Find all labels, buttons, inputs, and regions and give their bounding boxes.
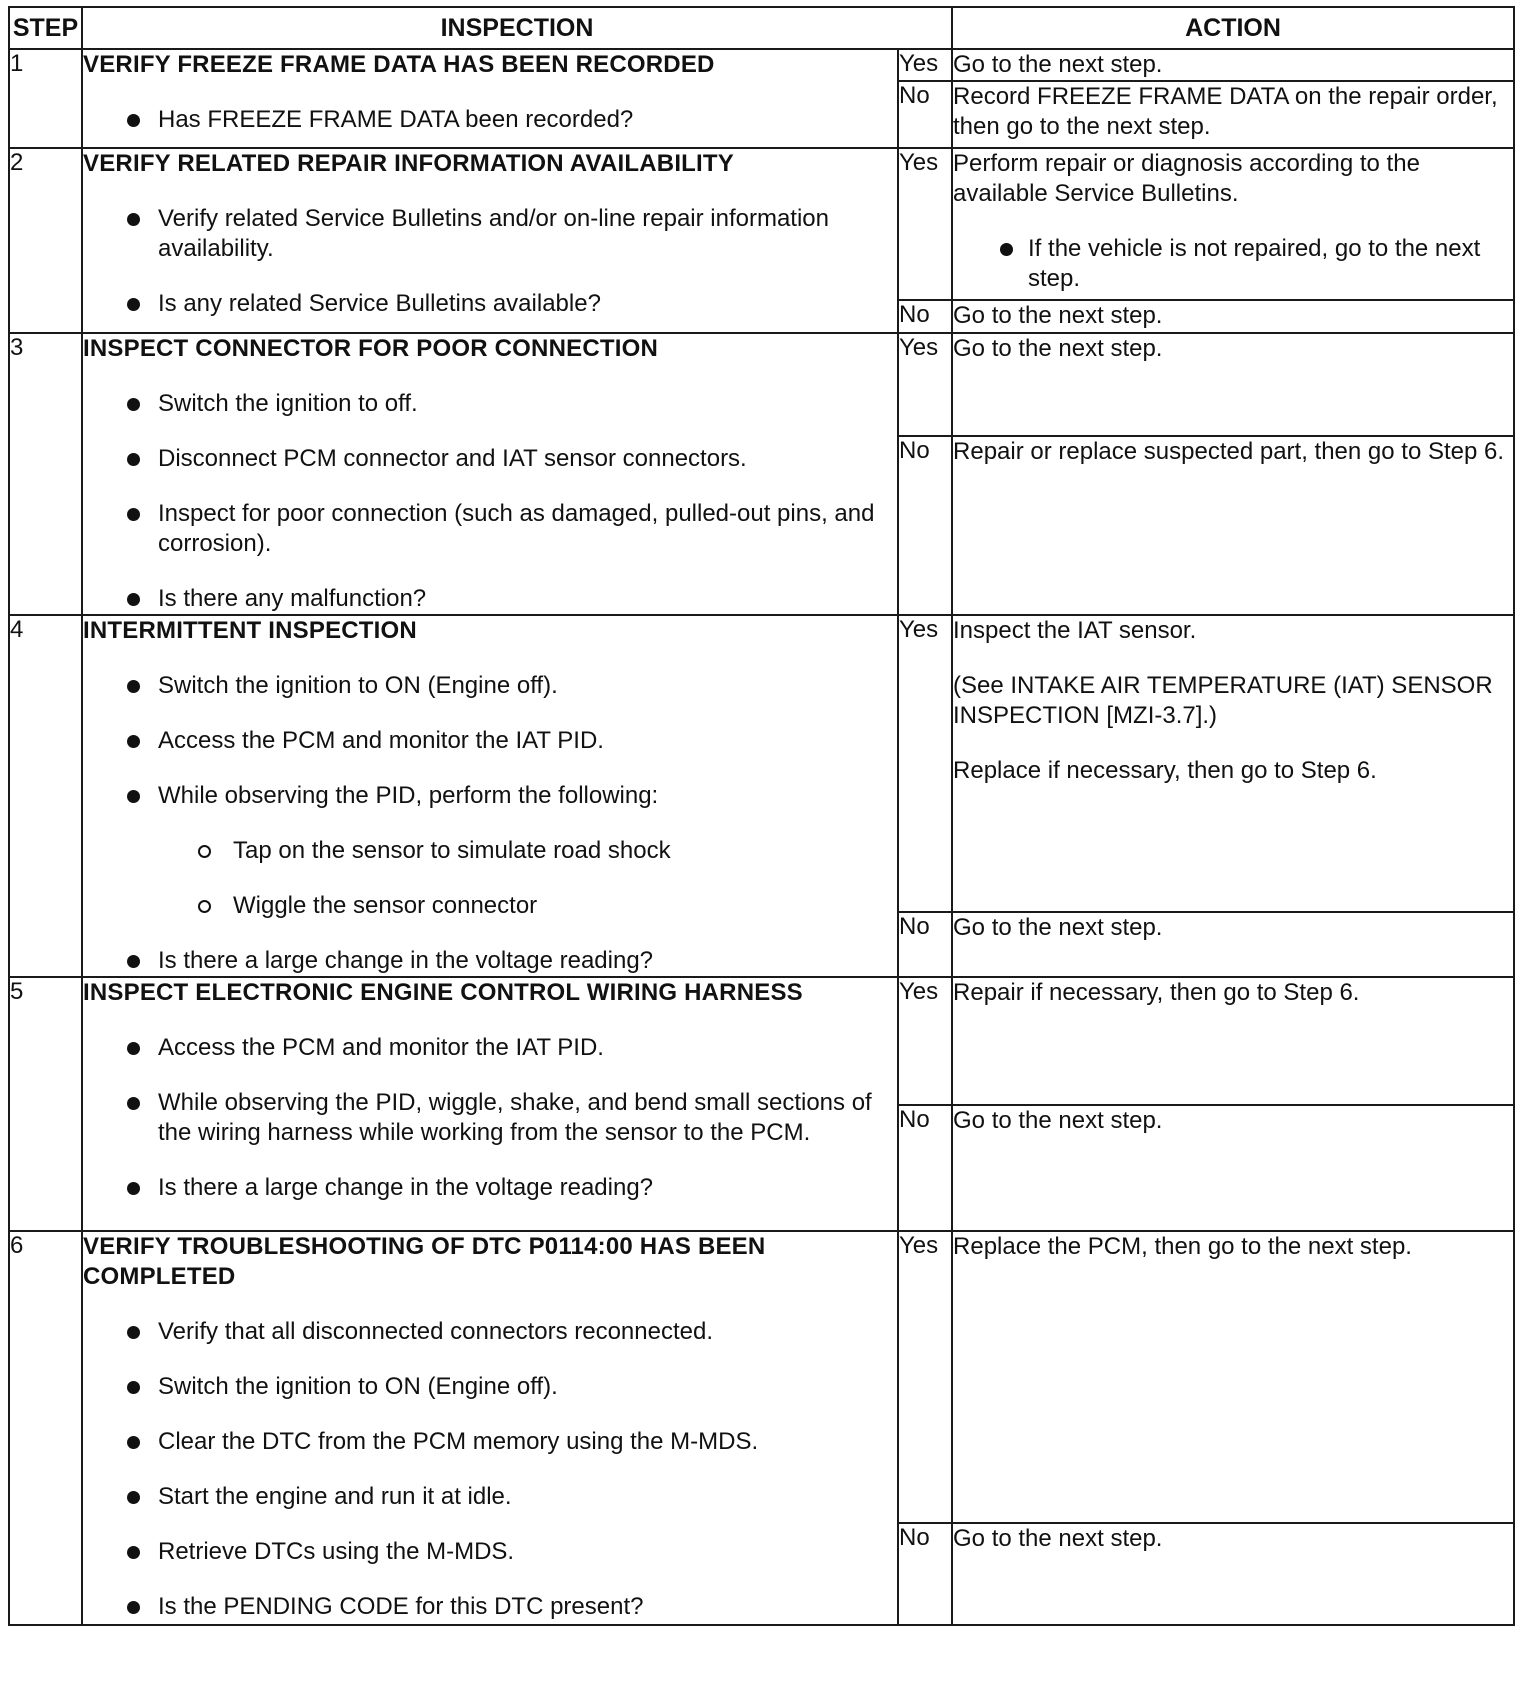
- bullet-icon: [127, 453, 140, 466]
- list-item: Disconnect PCM connector and IAT sensor connectors.: [83, 444, 897, 474]
- bullet-icon: [127, 1326, 140, 1339]
- step-1-yes-row: [9, 49, 1514, 81]
- bullet-icon: [127, 298, 140, 311]
- bullet-icon: [127, 213, 140, 226]
- yes-action: Go to the next step.: [952, 49, 1514, 81]
- step-number: 2: [9, 148, 82, 333]
- yes-label: Yes: [898, 148, 952, 300]
- bullet-list: [83, 671, 897, 976]
- step-number: 5: [9, 977, 82, 1231]
- step-title: VERIFY TROUBLESHOOTING OF DTC P0114:00 HAS BEEN COMPLETED: [83, 1233, 766, 1290]
- yes-action: Repair if necessary, then go to Step 6.: [952, 977, 1514, 1105]
- bullet-icon: [127, 1436, 140, 1449]
- step-title: INSPECT ELECTRONIC ENGINE CONTROL WIRING HARNESS: [83, 979, 803, 1006]
- step-2-yes-row: [9, 148, 1514, 300]
- list-item: Is the PENDING CODE for this DTC present?: [83, 1592, 897, 1622]
- bullet-icon: [127, 593, 140, 606]
- bullet-icon: [1000, 243, 1013, 256]
- step-title: INSPECT CONNECTOR FOR POOR CONNECTION: [83, 335, 658, 362]
- list-item: Inspect for poor connection (such as damaged, pulled-out pins, and corrosion).: [83, 499, 897, 559]
- header-inspection: INSPECTION: [82, 7, 952, 49]
- no-action: Go to the next step.: [952, 912, 1514, 977]
- bullet-icon: [127, 114, 140, 127]
- list-item: Is there a large change in the voltage reading?: [83, 1173, 897, 1203]
- list-item: Access the PCM and monitor the IAT PID.: [83, 1033, 897, 1063]
- bullet-icon: [127, 1097, 140, 1110]
- bullet-icon: [127, 1182, 140, 1195]
- open-bullet-icon: [198, 900, 211, 913]
- no-action: Repair or replace suspected part, then go to Step 6.: [952, 436, 1514, 615]
- header-step: STEP: [9, 7, 82, 49]
- no-action: Go to the next step.: [952, 1105, 1514, 1231]
- step-title: VERIFY RELATED REPAIR INFORMATION AVAILABILITY: [83, 150, 734, 177]
- yes-label: Yes: [898, 977, 952, 1105]
- bullet-icon: [127, 790, 140, 803]
- diagnostic-table: [8, 6, 1515, 1626]
- no-action: Record FREEZE FRAME DATA on the repair order, then go to the next step.: [952, 81, 1514, 148]
- bullet-list: [83, 1317, 897, 1622]
- list-item: Switch the ignition to ON (Engine off).: [83, 1372, 897, 1402]
- step-number: 3: [9, 333, 82, 615]
- step-number: 4: [9, 615, 82, 977]
- action-bullet-list: [953, 234, 1513, 294]
- inspection-cell: [82, 148, 898, 333]
- list-item: Is there a large change in the voltage reading?: [83, 946, 897, 976]
- list-item: While observing the PID, wiggle, shake, and bend small sections of the wiring harness while working from the sensor to the PCM.: [83, 1088, 897, 1148]
- bullet-list: [83, 389, 897, 614]
- no-label: No: [898, 1523, 952, 1625]
- bullet-icon: [127, 398, 140, 411]
- bullet-icon: [127, 735, 140, 748]
- bullet-icon: [127, 1491, 140, 1504]
- list-item: Verify that all disconnected connectors reconnected.: [83, 1317, 897, 1347]
- step-6-yes-row: [9, 1231, 1514, 1523]
- no-label: No: [898, 436, 952, 615]
- yes-action: Inspect the IAT sensor. (See INTAKE AIR TEMPERATURE (IAT) SENSOR INSPECTION [MZI-3.7].) Replace if necessary, then go to Step 6.: [952, 615, 1514, 912]
- sub-bullet-list: [158, 836, 897, 921]
- header-row: [9, 7, 1514, 49]
- bullet-icon: [127, 955, 140, 968]
- bullet-list: [83, 105, 897, 135]
- no-label: No: [898, 1105, 952, 1231]
- bullet-icon: [127, 1381, 140, 1394]
- bullet-list: [83, 1033, 897, 1203]
- yes-action: Perform repair or diagnosis according to the available Service Bulletins. If the vehicle is not repaired, go to the next step.: [952, 148, 1514, 300]
- header-action: ACTION: [952, 7, 1514, 49]
- sub-list-item: Wiggle the sensor connector: [158, 891, 897, 921]
- step-4-yes-row: [9, 615, 1514, 912]
- sub-list-item: Tap on the sensor to simulate road shock: [158, 836, 897, 866]
- inspection-cell: [82, 977, 898, 1231]
- no-label: No: [898, 81, 952, 148]
- bullet-icon: [127, 508, 140, 521]
- yes-action: Go to the next step.: [952, 333, 1514, 436]
- diagnostic-procedure-sheet: [8, 6, 1513, 1626]
- list-item: Has FREEZE FRAME DATA been recorded?: [83, 105, 897, 135]
- yes-label: Yes: [898, 615, 952, 912]
- list-item: Retrieve DTCs using the M-MDS.: [83, 1537, 897, 1567]
- step-number: 6: [9, 1231, 82, 1625]
- list-item: Switch the ignition to off.: [83, 389, 897, 419]
- step-title: INTERMITTENT INSPECTION: [83, 617, 417, 644]
- inspection-cell: [82, 615, 898, 977]
- list-item: Access the PCM and monitor the IAT PID.: [83, 726, 897, 756]
- yes-label: Yes: [898, 333, 952, 436]
- yes-label: Yes: [898, 49, 952, 81]
- bullet-list: [83, 204, 897, 319]
- bullet-icon: [127, 1042, 140, 1055]
- inspection-cell: [82, 1231, 898, 1625]
- list-item: Is there any malfunction?: [83, 584, 897, 614]
- list-item: Clear the DTC from the PCM memory using the M-MDS.: [83, 1427, 897, 1457]
- inspection-cell: [82, 333, 898, 615]
- step-3-yes-row: [9, 333, 1514, 436]
- list-item: Switch the ignition to ON (Engine off).: [83, 671, 897, 701]
- list-item: Start the engine and run it at idle.: [83, 1482, 897, 1512]
- inspection-cell: [82, 49, 898, 148]
- bullet-icon: [127, 680, 140, 693]
- step-5-yes-row: [9, 977, 1514, 1105]
- list-item: If the vehicle is not repaired, go to the next step.: [953, 234, 1513, 294]
- step-title: VERIFY FREEZE FRAME DATA HAS BEEN RECORDED: [83, 51, 715, 78]
- no-label: No: [898, 912, 952, 977]
- no-action: Go to the next step.: [952, 300, 1514, 333]
- list-item: Verify related Service Bulletins and/or on-line repair information availability.: [83, 204, 897, 264]
- no-label: No: [898, 300, 952, 333]
- bullet-icon: [127, 1601, 140, 1614]
- list-item: While observing the PID, perform the following: Tap on the sensor to simulate road shock Wiggle the sensor connector: [83, 781, 897, 921]
- step-number: 1: [9, 49, 82, 148]
- bullet-icon: [127, 1546, 140, 1559]
- yes-label: Yes: [898, 1231, 952, 1523]
- list-item: Is any related Service Bulletins available?: [83, 289, 897, 319]
- no-action: Go to the next step.: [952, 1523, 1514, 1625]
- open-bullet-icon: [198, 845, 211, 858]
- yes-action: Replace the PCM, then go to the next step.: [952, 1231, 1514, 1523]
